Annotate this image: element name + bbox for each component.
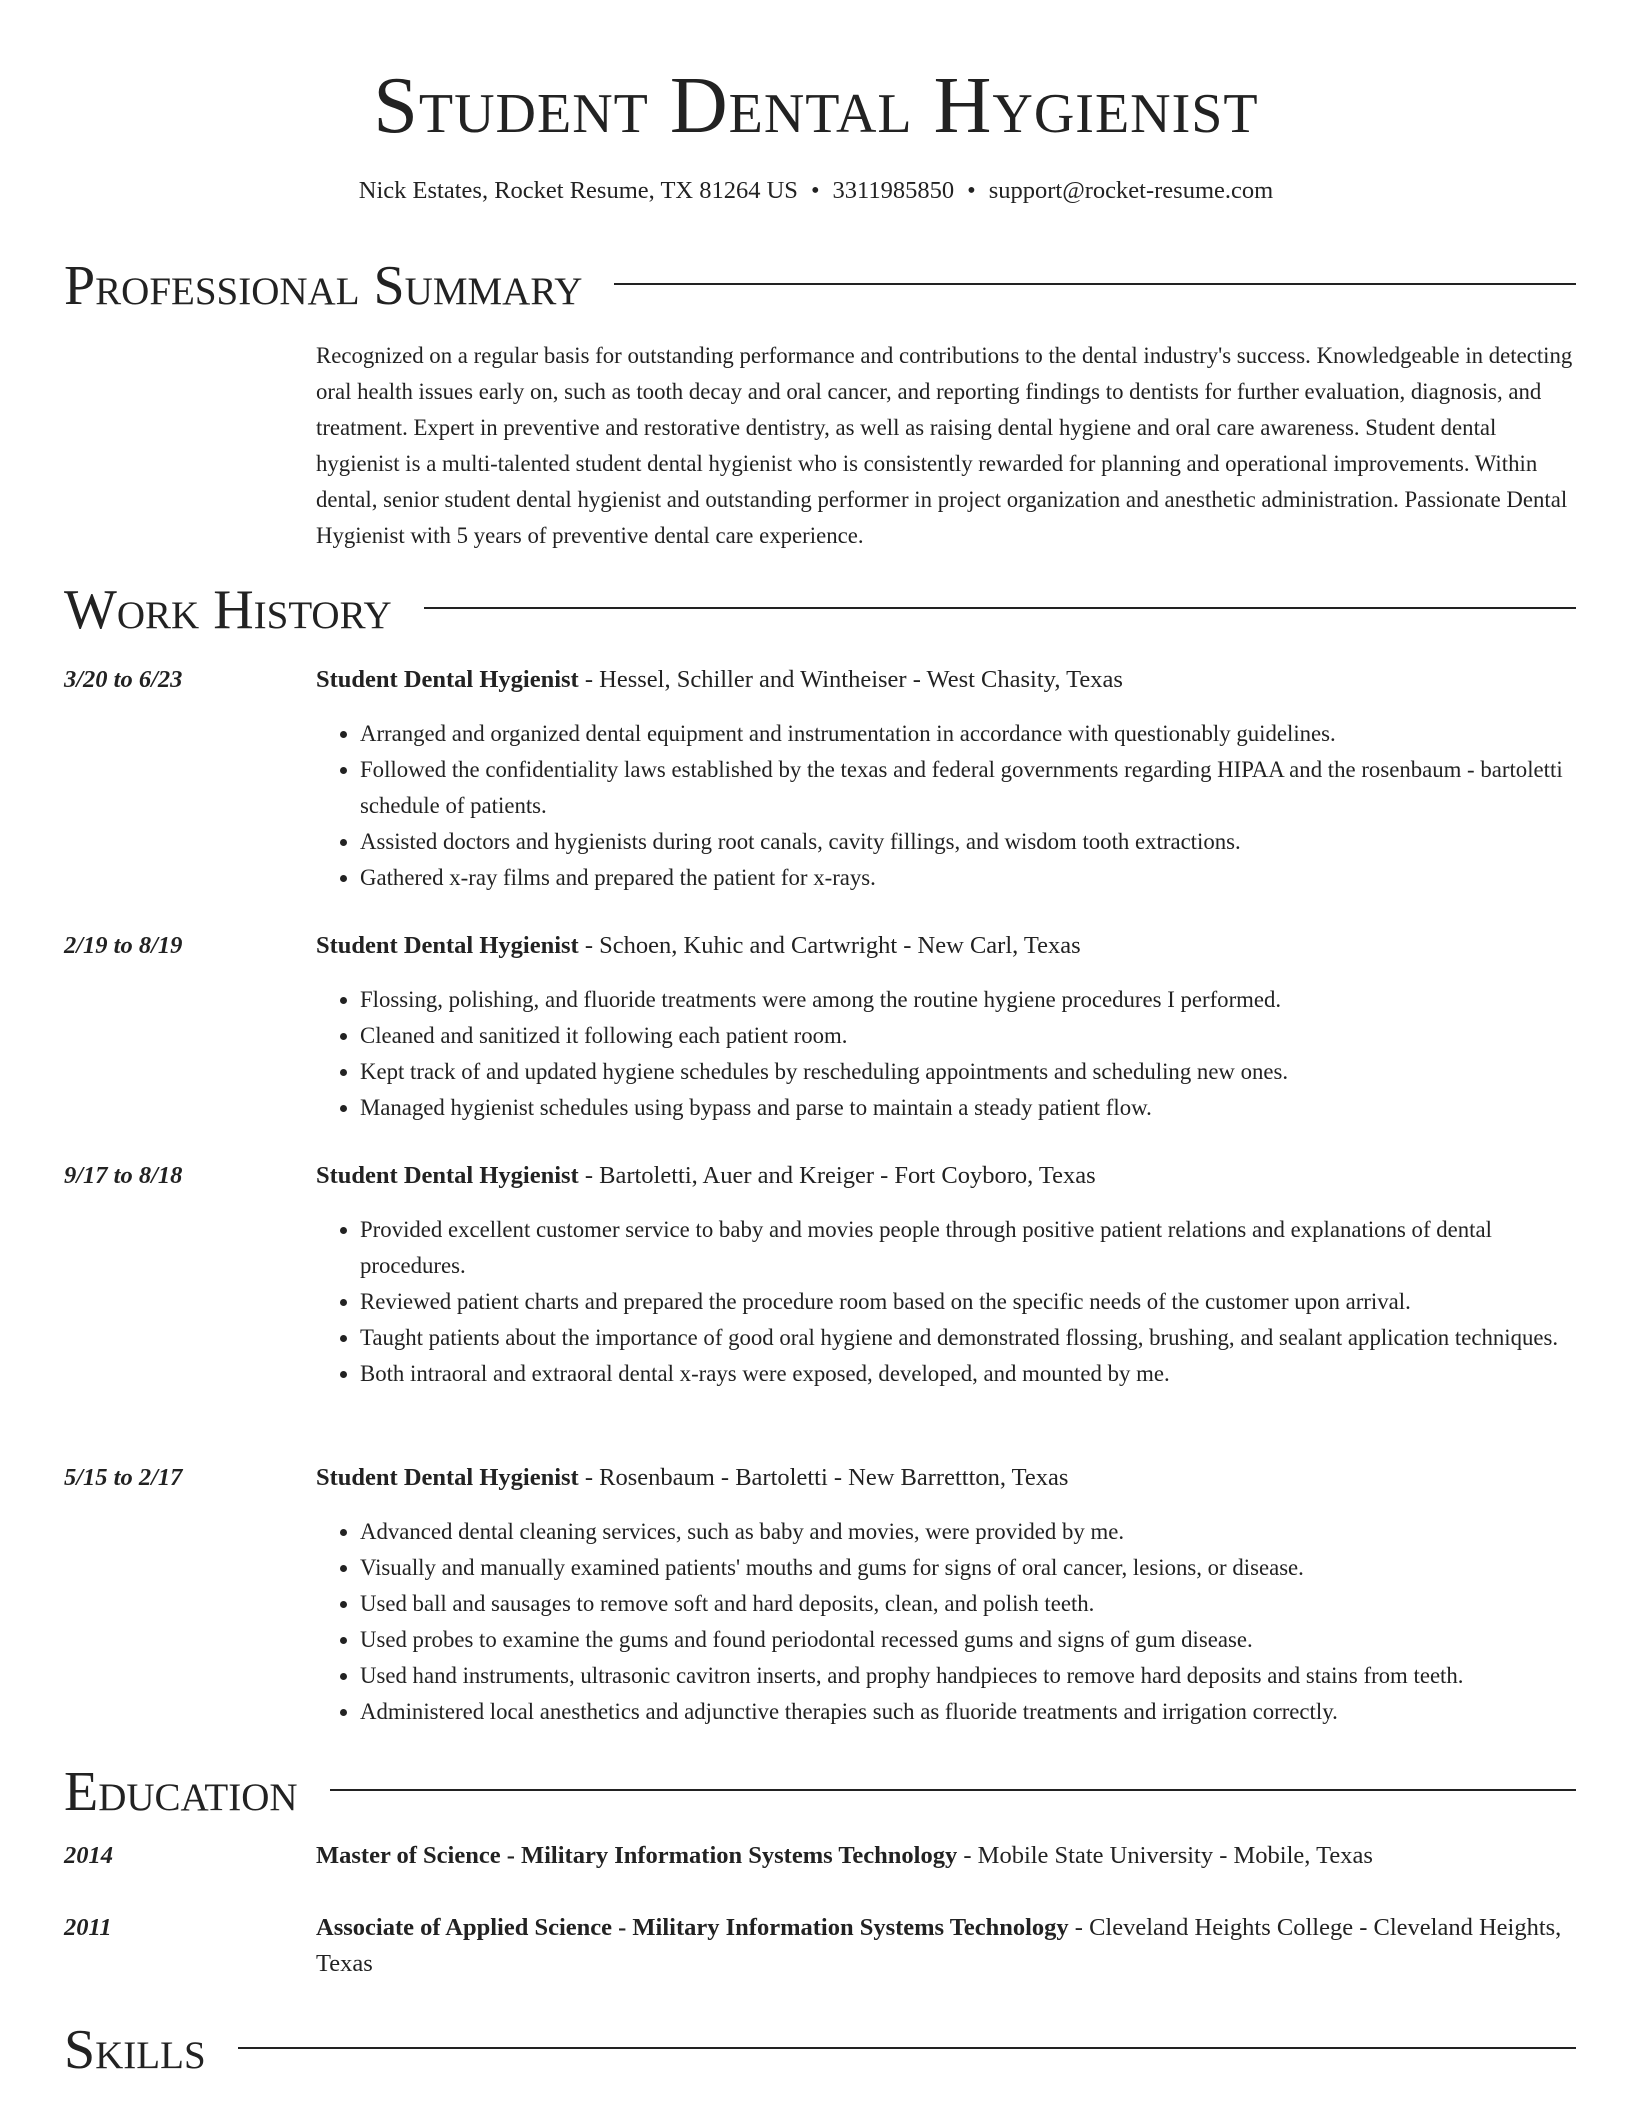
- section-title-work-history: Work History: [64, 579, 392, 641]
- job-bullet: • Taught patients about the importance of good oral hygiene and demonstrated flossing, brushing, and sealant application techniques.: [360, 1320, 1578, 1356]
- job-role: Student Dental Hygienist: [316, 1162, 579, 1189]
- job-bullets: [316, 716, 1578, 896]
- job-bullet: • Used hand instruments, ultrasonic cavitron inserts, and prophy handpieces to remove hard deposits and stains from teeth.: [360, 1658, 1578, 1694]
- education-header: [316, 1838, 1578, 1874]
- section-heading-education: [64, 1757, 1576, 1827]
- job-date: 2/19 to 8/19: [64, 932, 183, 959]
- education-header: [316, 1910, 1578, 1982]
- job-header: [316, 1460, 1578, 1496]
- contact-line: [0, 174, 1632, 208]
- job-bullet: • Used ball and sausages to remove soft and hard deposits, clean, and polish teeth.: [360, 1586, 1578, 1622]
- job-role: Student Dental Hygienist: [316, 1464, 579, 1491]
- job-date: 3/20 to 6/23: [64, 666, 183, 693]
- job-date: 9/17 to 8/18: [64, 1162, 183, 1189]
- job-bullet: • Gathered x-ray films and prepared the patient for x-rays.: [360, 860, 1578, 896]
- section-divider: [330, 1789, 1576, 1791]
- section-heading-summary: [64, 251, 1576, 321]
- education-school: - Mobile State University - Mobile, Texas: [957, 1842, 1373, 1869]
- job-employer: - Hessel, Schiller and Wintheiser - West Chasity, Texas: [578, 666, 1123, 693]
- job-employer: - Schoen, Kuhic and Cartwright - New Carl, Texas: [578, 932, 1081, 959]
- job-bullet: • Managed hygienist schedules using bypass and parse to maintain a steady patient flow.: [360, 1090, 1578, 1126]
- job-bullet: • Visually and manually examined patients' mouths and gums for signs of oral cancer, lesions, or disease.: [360, 1550, 1578, 1586]
- job-header: [316, 1158, 1578, 1194]
- job-bullet: • Arranged and organized dental equipment and instrumentation in accordance with questionably guidelines.: [360, 716, 1578, 752]
- job-bullet: • Flossing, polishing, and fluoride treatments were among the routine hygiene procedures I performed.: [360, 982, 1578, 1018]
- job-bullet: • Both intraoral and extraoral dental x-rays were exposed, developed, and mounted by me.: [360, 1356, 1578, 1392]
- contact-phone: 3311985850: [832, 177, 955, 204]
- section-title-education: Education: [64, 1761, 298, 1823]
- section-title-summary: Professional Summary: [64, 255, 583, 317]
- section-divider: [614, 283, 1576, 285]
- job-bullet: • Provided excellent customer service to baby and movies people through positive patient relations and explanations of dental procedures.: [360, 1212, 1578, 1284]
- education-date: 2014: [64, 1842, 113, 1869]
- section-heading-skills: [64, 2015, 1576, 2085]
- job-bullet: • Administered local anesthetics and adjunctive therapies such as fluoride treatments and irrigation correctly.: [360, 1694, 1578, 1730]
- section-title-skills: Skills: [64, 2019, 206, 2081]
- job-bullet: • Advanced dental cleaning services, such as baby and movies, were provided by me.: [360, 1514, 1578, 1550]
- job-bullet: • Cleaned and sanitized it following each patient room.: [360, 1018, 1578, 1054]
- job-bullet: • Assisted doctors and hygienists during root canals, cavity fillings, and wisdom tooth extractions.: [360, 824, 1578, 860]
- education-school: - Cleveland Heights College - Cleveland Heights, Texas: [316, 1914, 1562, 1977]
- summary-paragraph: Recognized on a regular basis for outstanding performance and contributions to the dental industry's success. Knowledgeable in detecting oral health issues early on, such as tooth decay and oral cancer, and reporting findings to dentists for further evaluation, diagnosis, and treatment. Expert in preventive and restorative dentistry, as well as raising dental hygiene and oral care awareness. Student dental hygienist is a multi-talented student dental hygienist who is consistently rewarded for planning and operational improvements. Within dental, senior student dental hygienist and outstanding performer in project organization and anesthetic administration. Passionate Dental Hygienist with 5 years of preventive dental care experience.: [316, 343, 1573, 548]
- job-date: 5/15 to 2/17: [64, 1464, 183, 1491]
- contact-address: Nick Estates, Rocket Resume, TX 81264 US: [358, 177, 798, 204]
- section-heading-work-history: [64, 575, 1576, 645]
- job-bullet: • Followed the confidentiality laws established by the texas and federal governments regarding HIPAA and the rosenbaum - bartoletti schedule of patients.: [360, 752, 1578, 824]
- contact-separator: •: [810, 177, 820, 204]
- job-bullets: [316, 1514, 1578, 1730]
- job-bullets: [316, 1212, 1578, 1392]
- section-divider: [238, 2047, 1576, 2049]
- job-role: Student Dental Hygienist: [316, 932, 579, 959]
- job-employer: - Bartoletti, Auer and Kreiger - Fort Coyboro, Texas: [578, 1162, 1096, 1189]
- job-role: Student Dental Hygienist: [316, 666, 579, 693]
- job-employer: - Rosenbaum - Bartoletti - New Barrettton, Texas: [578, 1464, 1069, 1491]
- job-bullet: • Kept track of and updated hygiene schedules by rescheduling appointments and scheduling new ones.: [360, 1054, 1578, 1090]
- contact-email: support@rocket-resume.com: [988, 177, 1274, 204]
- education-degree: Master of Science - Military Information Systems Technology: [316, 1842, 958, 1869]
- resume-title: Student Dental Hygienist: [373, 62, 1259, 150]
- job-bullet: • Reviewed patient charts and prepared the procedure room based on the specific needs of the customer upon arrival.: [360, 1284, 1578, 1320]
- education-date: 2011: [64, 1914, 112, 1941]
- education-degree: Associate of Applied Science - Military Information Systems Technology: [316, 1914, 1069, 1941]
- section-divider: [424, 607, 1576, 609]
- job-bullet: • Used probes to examine the gums and found periodontal recessed gums and signs of gum disease.: [360, 1622, 1578, 1658]
- contact-separator: •: [967, 177, 976, 204]
- job-header: [316, 928, 1578, 964]
- job-header: [316, 662, 1578, 698]
- job-bullets: [316, 982, 1578, 1126]
